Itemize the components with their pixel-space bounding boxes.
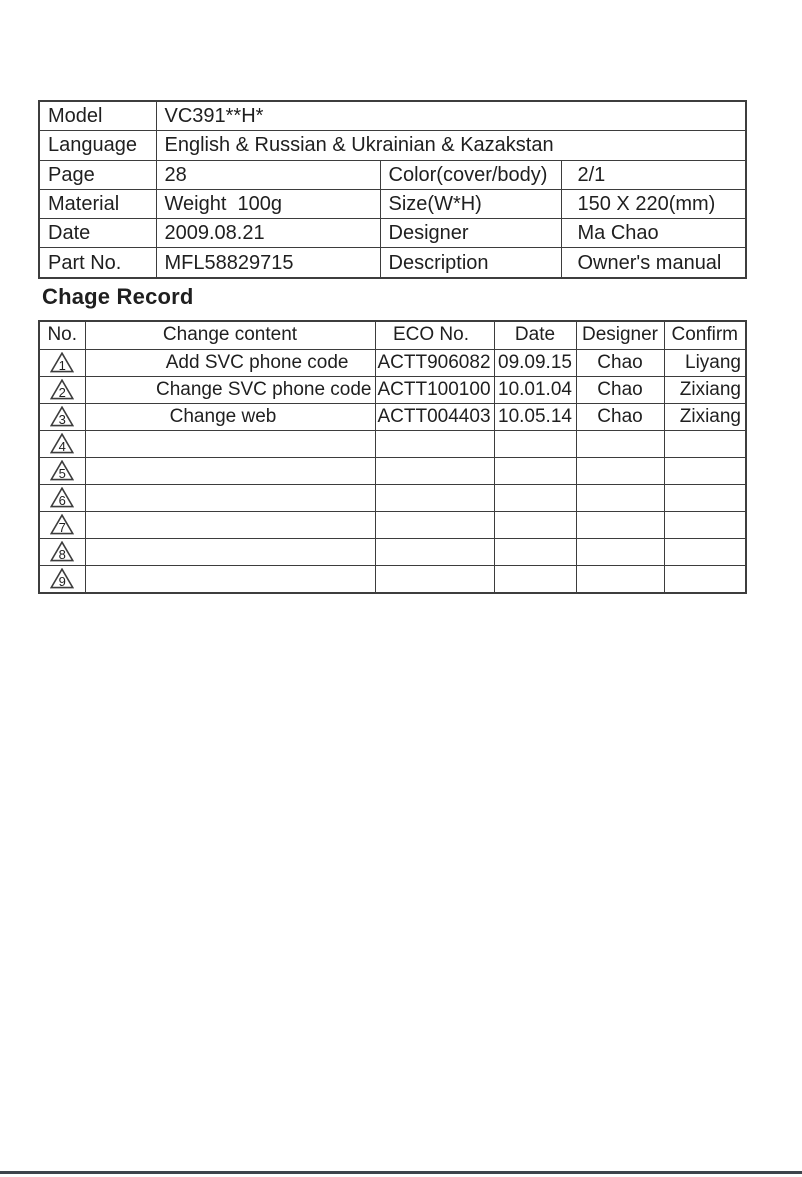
eco-no-cell	[375, 512, 494, 539]
eco-no-cell	[375, 539, 494, 566]
change-content-cell	[85, 485, 375, 512]
revision-number: 2	[58, 385, 66, 401]
table-row	[39, 404, 746, 431]
confirm-cell: Zixiang	[664, 377, 746, 404]
change-content-cell	[85, 566, 375, 594]
designer-cell: Chao	[576, 350, 664, 377]
table-header-row	[39, 321, 746, 350]
revision-number-cell	[39, 539, 85, 566]
revision-number-cell	[39, 350, 85, 377]
spec-value-size: 150 X 220(mm)	[561, 189, 746, 218]
change-record-title: Chage Record	[42, 284, 194, 309]
confirm-cell	[664, 566, 746, 594]
spec-label-color: Color(cover/body)	[380, 160, 561, 189]
table-row	[39, 248, 746, 278]
change-content-cell	[85, 512, 375, 539]
spec-label-description: Description	[380, 248, 561, 278]
revision-number: 1	[58, 358, 66, 374]
change-content-cell: Change SVC phone code	[85, 377, 375, 404]
eco-no-cell	[375, 485, 494, 512]
revision-triangle-icon	[50, 514, 74, 535]
table-row	[39, 431, 746, 458]
column-header-designer: Designer	[576, 321, 664, 350]
spec-label-size: Size(W*H)	[380, 189, 561, 218]
spec-value-part-no: MFL58829715	[156, 248, 380, 278]
confirm-cell: Liyang	[664, 350, 746, 377]
table-row	[39, 160, 746, 189]
table-row	[39, 350, 746, 377]
spec-value-model: VC391**H*	[156, 101, 746, 131]
revision-triangle-icon	[50, 352, 74, 373]
revision-triangle-icon	[50, 379, 74, 400]
change-content-cell: Add SVC phone code	[85, 350, 375, 377]
revision-triangle-icon	[50, 460, 74, 481]
revision-number-cell	[39, 404, 85, 431]
revision-number: 8	[58, 547, 66, 563]
designer-cell	[576, 431, 664, 458]
revision-number-cell	[39, 485, 85, 512]
spec-label-page: Page	[39, 160, 156, 189]
confirm-cell	[664, 431, 746, 458]
revision-triangle-icon	[50, 433, 74, 454]
designer-cell	[576, 566, 664, 594]
designer-cell	[576, 539, 664, 566]
spec-label-material: Material	[39, 189, 156, 218]
date-cell: 10.01.04	[494, 377, 576, 404]
date-cell	[494, 512, 576, 539]
change-record-table	[38, 320, 747, 594]
revision-number: 5	[58, 466, 66, 482]
revision-number: 6	[58, 493, 66, 509]
revision-number: 9	[58, 574, 66, 590]
spec-label-language: Language	[39, 131, 156, 160]
column-header-eco-no: ECO No.	[375, 321, 494, 350]
revision-triangle-icon	[50, 406, 74, 427]
table-row	[39, 485, 746, 512]
change-content-cell	[85, 539, 375, 566]
revision-number: 3	[58, 412, 66, 428]
confirm-cell	[664, 485, 746, 512]
spec-table	[38, 100, 747, 279]
eco-no-cell	[375, 566, 494, 594]
designer-cell	[576, 458, 664, 485]
date-cell	[494, 566, 576, 594]
date-cell	[494, 431, 576, 458]
revision-triangle-icon	[50, 487, 74, 508]
table-row	[39, 566, 746, 594]
table-row	[39, 539, 746, 566]
date-cell	[494, 458, 576, 485]
table-row	[39, 512, 746, 539]
revision-number: 4	[58, 439, 66, 455]
confirm-cell	[664, 512, 746, 539]
revision-triangle-icon	[50, 568, 74, 589]
confirm-cell: Zixiang	[664, 404, 746, 431]
table-row	[39, 458, 746, 485]
eco-no-cell: ACTT906082	[375, 350, 494, 377]
confirm-cell	[664, 539, 746, 566]
revision-number-cell	[39, 377, 85, 404]
table-row	[39, 219, 746, 248]
spec-label-designer: Designer	[380, 219, 561, 248]
spec-value-language: English & Russian & Ukrainian & Kazakstan	[156, 131, 746, 160]
table-row	[39, 131, 746, 160]
spec-value-date: 2009.08.21	[156, 219, 380, 248]
revision-number-cell	[39, 512, 85, 539]
column-header-change-content: Change content	[85, 321, 375, 350]
spec-label-part-no: Part No.	[39, 248, 156, 278]
date-cell: 09.09.15	[494, 350, 576, 377]
designer-cell: Chao	[576, 377, 664, 404]
date-cell	[494, 539, 576, 566]
column-header-date: Date	[494, 321, 576, 350]
revision-triangle-icon	[50, 541, 74, 562]
table-row	[39, 377, 746, 404]
designer-cell: Chao	[576, 404, 664, 431]
revision-number-cell	[39, 431, 85, 458]
eco-no-cell: ACTT100100	[375, 377, 494, 404]
footer-rule	[0, 1171, 802, 1174]
table-row	[39, 189, 746, 218]
change-content-cell	[85, 458, 375, 485]
eco-no-cell	[375, 431, 494, 458]
date-cell	[494, 485, 576, 512]
revision-number-cell	[39, 566, 85, 594]
confirm-cell	[664, 458, 746, 485]
change-content-cell: Change web	[85, 404, 375, 431]
table-row	[39, 101, 746, 131]
spec-value-description: Owner's manual	[561, 248, 746, 278]
eco-no-cell: ACTT004403	[375, 404, 494, 431]
change-content-cell	[85, 431, 375, 458]
eco-no-cell	[375, 458, 494, 485]
spec-value-color: 2/1	[561, 160, 746, 189]
spec-value-page: 28	[156, 160, 380, 189]
column-header-confirm: Confirm	[664, 321, 746, 350]
spec-value-material: Weight 100g	[156, 189, 380, 218]
date-cell: 10.05.14	[494, 404, 576, 431]
revision-number-cell	[39, 458, 85, 485]
designer-cell	[576, 512, 664, 539]
revision-number: 7	[58, 520, 66, 536]
spec-value-designer: Ma Chao	[561, 219, 746, 248]
designer-cell	[576, 485, 664, 512]
column-header-no: No.	[39, 321, 85, 350]
spec-label-model: Model	[39, 101, 156, 131]
spec-label-date: Date	[39, 219, 156, 248]
